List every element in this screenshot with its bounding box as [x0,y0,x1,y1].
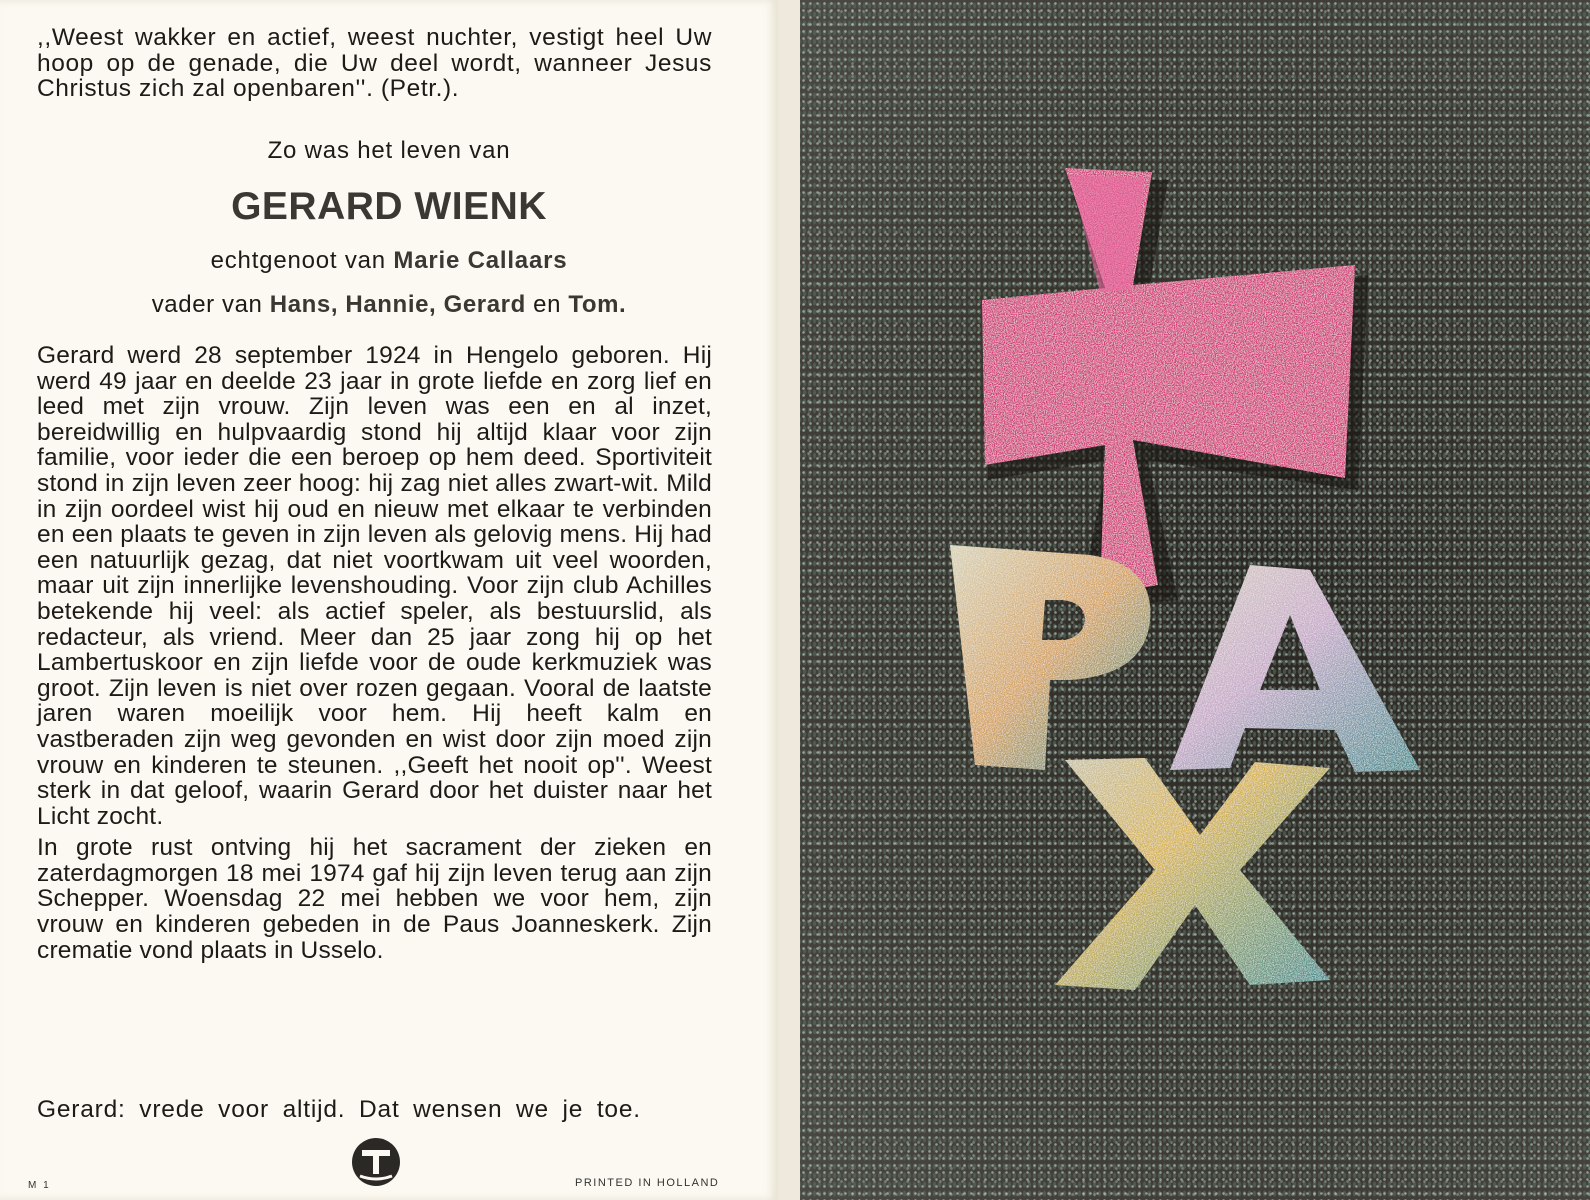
card-text-side [0,0,778,1200]
closing-wish: Gerard: vrede voor altijd. Dat wensen we je toe. [37,1096,641,1123]
children-line [0,291,778,319]
spouse-line [0,247,778,275]
mondial-logo-icon [350,1136,402,1188]
printed-in-label: PRINTED IN HOLLAND [575,1177,720,1189]
bio-paragraph: Gerard werd 28 september 1924 in Hengelo geboren. Hij werd 49 jaar en deelde 23 jaar in grote liefde en zorg lief en leed met zijn vrouw. Zijn leven was een en al inzet, bereidwillig en hulpvaardig stond hij altijd klaar voor zijn familie, voor ieder die een beroep op hem deed. Sportiviteit stond in zijn leven zeer hoog: hij zag niet alles zwart-wit. Mild in zijn oordeel wist hij oud en nieuw met elkaar te verbinden en een plaats te geven in zijn leven als gelovig mens. Hij had een natuurlijk gezag, dat niet voortkwam uit veel woorden, maar uit zijn innerlijke levenshouding. Voor zijn club Achilles betekende hij veel: als actief speler, als bestuurslid, als redacteur, als vriend. Meer dan 25 jaar zong hij op het Lambertuskoor en zijn liefde voor de oude kerkmuziek was groot. Zijn leven is niet over rozen gegaan. Vooral de laatste jaren waren moeilijk voor hem. Hij heeft kalm en vastberaden zijn weg gevonden en wist door zijn moed zijn vrouw en kinderen te steunen. ,,Geeft het nooit op''. Weest sterk in dat geloof, waarin Gerard door het duister naar het Licht zocht. [37,342,712,830]
intro-line: Zo was het leven van [267,137,511,164]
children-and: en [533,291,562,318]
letter-x [1055,758,1330,990]
biography [37,343,712,969]
children-names: Hans, Hannie, Gerard [269,291,526,318]
children-prefix: vader van [151,291,263,318]
card-code: M 1 [28,1180,51,1191]
children-last: Tom. [568,291,627,318]
scripture-quote: ,,Weest wakker en actief, weest nuchter, vestigt heel Uw hoop op de genade, die Uw deel wordt, wanneer Jesus Christus zich zal openbaren''. (Petr.). [37,24,712,102]
spouse-name: Marie Callaars [393,247,568,274]
letter-a [1170,565,1420,772]
cross-shape [982,168,1355,595]
bio-paragraph: In grote rust ontving hij het sacrament der zieken en zaterdagmorgen 18 mei 1974 gaf hij zijn leven terug aan zijn Schepper. Woensdag 22 mei hebben we voor hem, zijn vrouw en kinderen gebeden in de Paus Joanneskerk. Zijn crematie vond plaats in Usselo. [37,834,712,964]
spouse-prefix: echtgenoot van [210,247,386,274]
card-image-side [800,0,1590,1200]
pax-cross-illustration [800,0,1590,1200]
letter-p [950,545,1150,770]
deceased-name: GERARD WIENK [231,185,547,228]
